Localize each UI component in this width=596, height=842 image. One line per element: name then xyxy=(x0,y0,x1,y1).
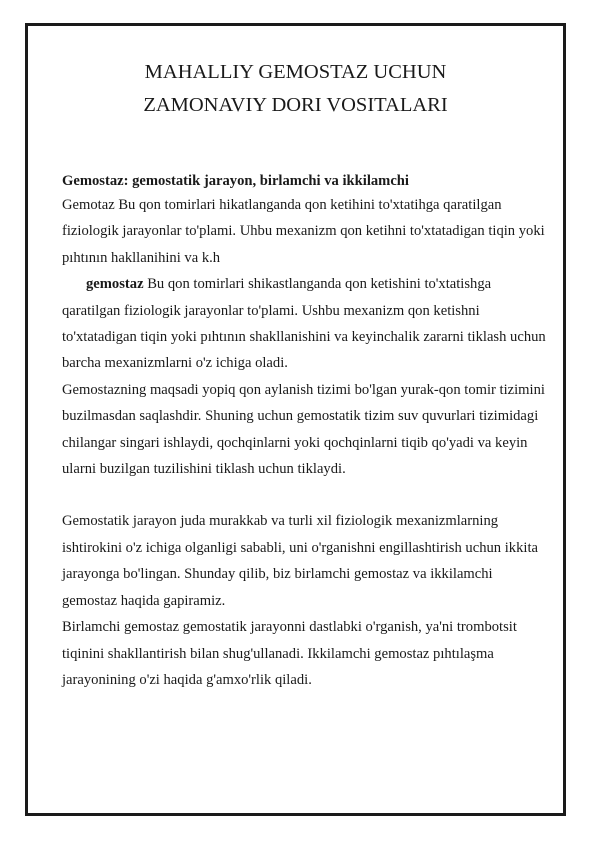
section-heading: Gemostaz: gemostatik jarayon, birlamchi va ikkilamchi xyxy=(62,173,409,189)
paragraph-spacer xyxy=(62,482,548,508)
paragraph-1: Gemotaz Bu qon tomirlari hikatlanganda qon ketihini to'xtatihga qaratilgan fiziologik jarayonlar to'plami. Uhbu mexanizm qon ketihni to'xtatadigan tiqin yoki pıhtının hakllanihini va k.h xyxy=(62,197,545,266)
paragraph-4: Gemostatik jarayon juda murakkab va turli xil fiziologik mexanizmlarning ishtirokini o'z ichiga olganligi sababli, uni o'rganishni engillashtirish uchun ikkita jarayonga bo'lingan. Shunday qilib, biz birlamchi gemostaz va ikkilamchi gemostaz haqida gapiramiz. xyxy=(62,513,538,609)
paragraph-5: Birlamchi gemostaz gemostatik jarayonni dastlabki o'rganish, ya'ni trombotsit tiqinini shakllantirish bilan shug'ullanadi. Ikkilamchi gemostaz pıhtılaşma jarayonining o'zi haqida g'amxo'rlik qiladi. xyxy=(62,619,517,688)
title-line-2: ZAMONAVIY DORI VOSITALARI xyxy=(143,94,448,116)
paragraph-3: Gemostazning maqsadi yopiq qon aylanish tizimi bo'lgan yurak-qon tomir tizimini buzilmasdan saqlashdir. Shuning uchun gemostatik tizim suv quvurlari tizimidagi chilangar singari ishlaydi, qochqinlarni yoki qochqinlarni tiqib qo'yadi va keyin ularni buzilgan tuzilishini tiklash uchun tiklaydi. xyxy=(62,381,545,478)
document-body xyxy=(62,170,548,693)
paragraph-2-bold-term: gemostaz xyxy=(86,276,144,293)
paragraph-2 xyxy=(62,271,548,377)
title-line-1: MAHALLIY GEMOSTAZ UCHUN xyxy=(144,61,447,83)
paragraph-2-text: Bu qon tomirlari shikastlanganda qon ketishini to'xtatishga qaratilgan fiziologik jarayonlar to'plami. Ushbu mexanizm qon ketishni to'xtatadigan tiqin yoki pıhtının shakllanishini va keyinchalik zararni tiklash uchun barcha mexanizmlarni o'z ichiga oladi. xyxy=(62,276,546,372)
document-title xyxy=(28,56,563,122)
